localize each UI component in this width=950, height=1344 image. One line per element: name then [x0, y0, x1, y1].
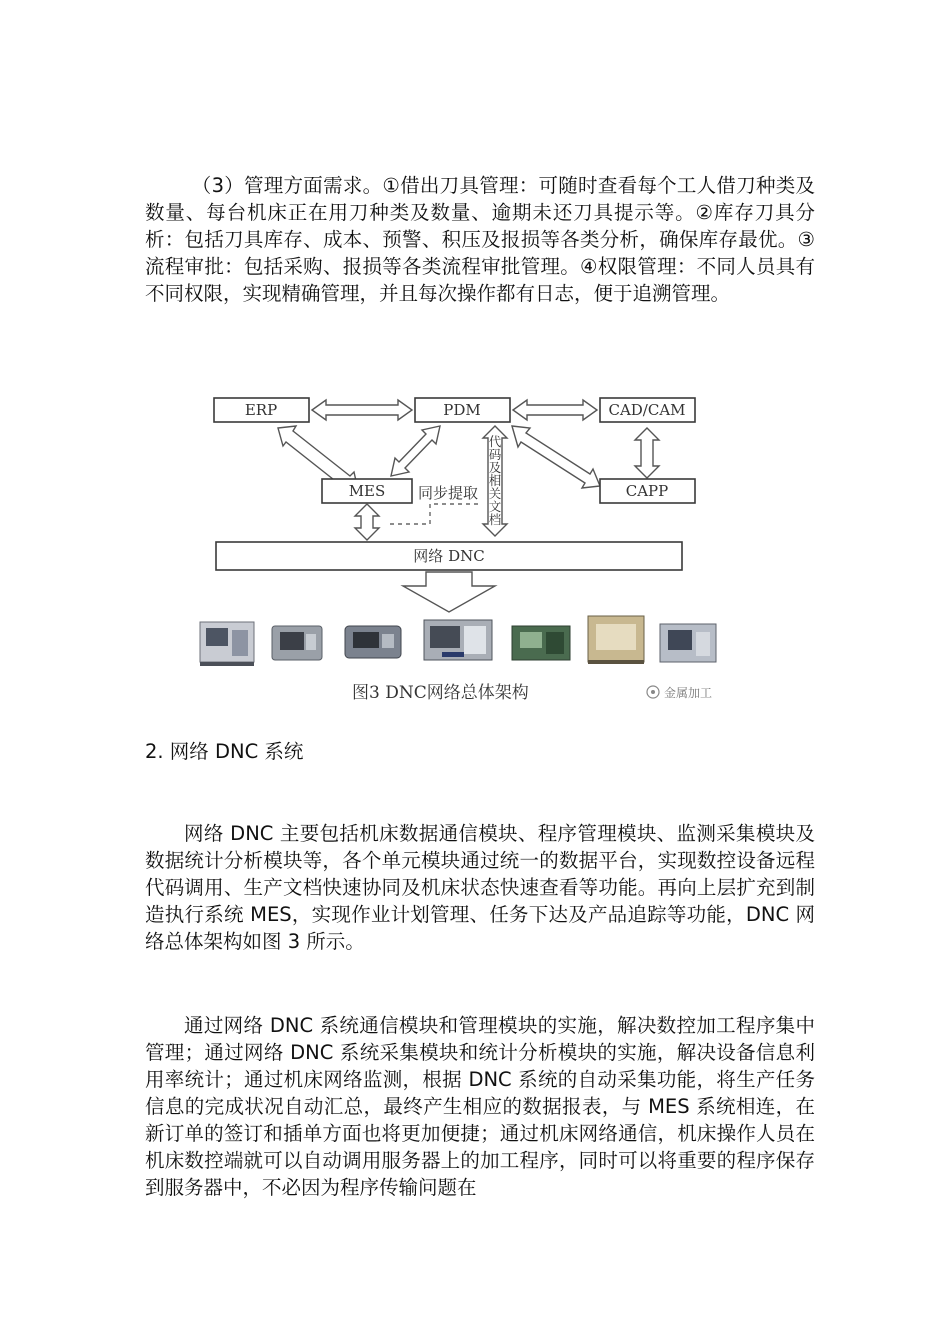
capp-label: CAPP	[625, 482, 669, 500]
section-heading: 2. 网络 DNC 系统	[145, 740, 304, 763]
dnc-label: 网络 DNC	[413, 547, 485, 565]
mes-dnc-arrow	[355, 504, 379, 540]
machine-3-icon	[345, 626, 401, 658]
sync-extract-label: 同步提取	[418, 484, 479, 502]
machine-6-icon	[588, 616, 644, 664]
dnc-architecture-diagram	[190, 376, 750, 710]
machine-4-icon	[424, 620, 492, 660]
doc-char-6: 文	[488, 499, 502, 514]
erp-label: ERP	[244, 401, 278, 419]
figure-caption: 图3 DNC网络总体架构	[352, 683, 529, 703]
machine-2-icon	[272, 626, 322, 660]
dnc-down-arrow	[403, 572, 495, 612]
watermark-text: 金属加工	[664, 686, 713, 700]
figure-dnc-architecture	[190, 376, 750, 710]
cadcam-capp-arrow	[635, 428, 659, 478]
paragraph-dnc-overview: 网络 DNC 主要包括机床数据通信模块、程序管理模块、监测采集模块及数据统计分析模块等，各个单元模块通过统一的数据平台，实现数控设备远程代码调用、生产文档快速协同及机床状态快速查看等功能。再向上层扩充到制造执行系统 MES，实现作业计划管理、任务下达及产品追踪等功能，DNC 网络总体架构如图 3 所示。	[145, 822, 815, 953]
machine-5-icon	[512, 626, 570, 660]
paragraph-management-requirements: （3）管理方面需求。①借出刀具管理：可随时查看每个工人借刀种类及数量、每台机床正在用刀种类及数量、逾期未还刀具提示等。②库存刀具分析：包括刀具库存、成本、预警、积压及报损等各类分析，确保库存最优。③流程审批：包括采购、报损等各类流程审批管理。④权限管理：不同人员具有不同权限，实现精确管理，并且每次操作都有日志，便于追溯管理。	[145, 174, 815, 305]
erp-pdm-arrow	[312, 400, 412, 420]
doc-char-1: 代	[488, 434, 502, 449]
machine-7-icon	[660, 624, 716, 662]
machine-1-icon	[200, 622, 254, 666]
pdm-cadcam-arrow	[513, 400, 597, 420]
sync-dotted-line	[390, 504, 480, 524]
pdm-mes-arrow	[391, 426, 440, 476]
cadcam-label: CAD/CAM	[608, 401, 686, 419]
doc-char-2: 码	[488, 447, 502, 462]
paragraph-dnc-implementation: 通过网络 DNC 系统通信模块和管理模块的实施，解决数控加工程序集中管理；通过网络 DNC 系统采集模块和统计分析模块的实施，解决设备信息利用率统计；通过机床网络监测，根据 DNC 系统的自动采集功能，将生产任务信息的完成状况自动汇总，最终产生相应的数据报表，与 MES 系统相连，在新订单的签订和插单方面也将更加便捷；通过机床网络通信，机床操作人员在机床数控端就可以自动调用服务器上的加工程序，同时可以将重要的程序保存到服务器中，不必因为程序传输问题在	[145, 1014, 815, 1199]
watermark-logo-icon	[647, 686, 659, 698]
pdm-capp-arrow	[512, 426, 600, 488]
pdm-label: PDM	[443, 401, 481, 419]
doc-char-5: 关	[488, 486, 502, 501]
doc-char-7: 档	[488, 512, 502, 527]
doc-char-4: 相	[488, 473, 502, 488]
doc-char-3: 及	[488, 460, 502, 475]
mes-label: MES	[348, 482, 386, 500]
